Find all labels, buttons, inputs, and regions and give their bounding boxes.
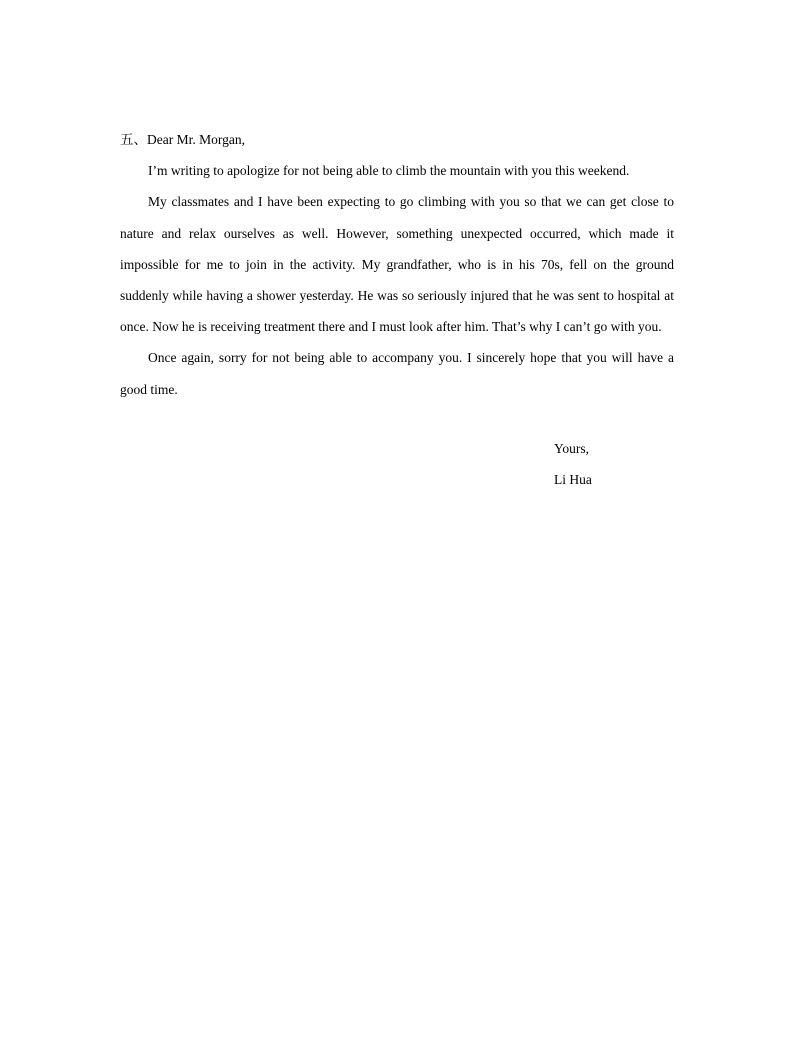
section-label: 五、	[120, 132, 147, 147]
paragraph-closing-remarks: Once again, sorry for not being able to accompany you. I sincerely hope that you will have a good time.	[120, 350, 674, 397]
signature: Li Hua	[554, 472, 592, 488]
salutation-line	[120, 124, 674, 155]
paragraph-reason: My classmates and I have been expecting to go climbing with you so that we can get close to nature and relax ourselves as well. However, something unexpected occurred, which made it impossible for me to join in the activity. My grandfather, who is in his 70s, fell on the ground suddenly while having a shower yesterday. He was so seriously injured that he was sent to hospital at once. Now he is receiving treatment there and I must look after him. That’s why I can’t go with you.	[120, 194, 674, 335]
paragraph-apology: I’m writing to apologize for not being able to climb the mountain with you this weekend.	[148, 163, 630, 179]
letter-body	[120, 124, 674, 405]
letter-closing	[554, 433, 592, 495]
salutation: Dear Mr. Morgan,	[147, 132, 245, 147]
closing-phrase: Yours,	[554, 441, 590, 456]
